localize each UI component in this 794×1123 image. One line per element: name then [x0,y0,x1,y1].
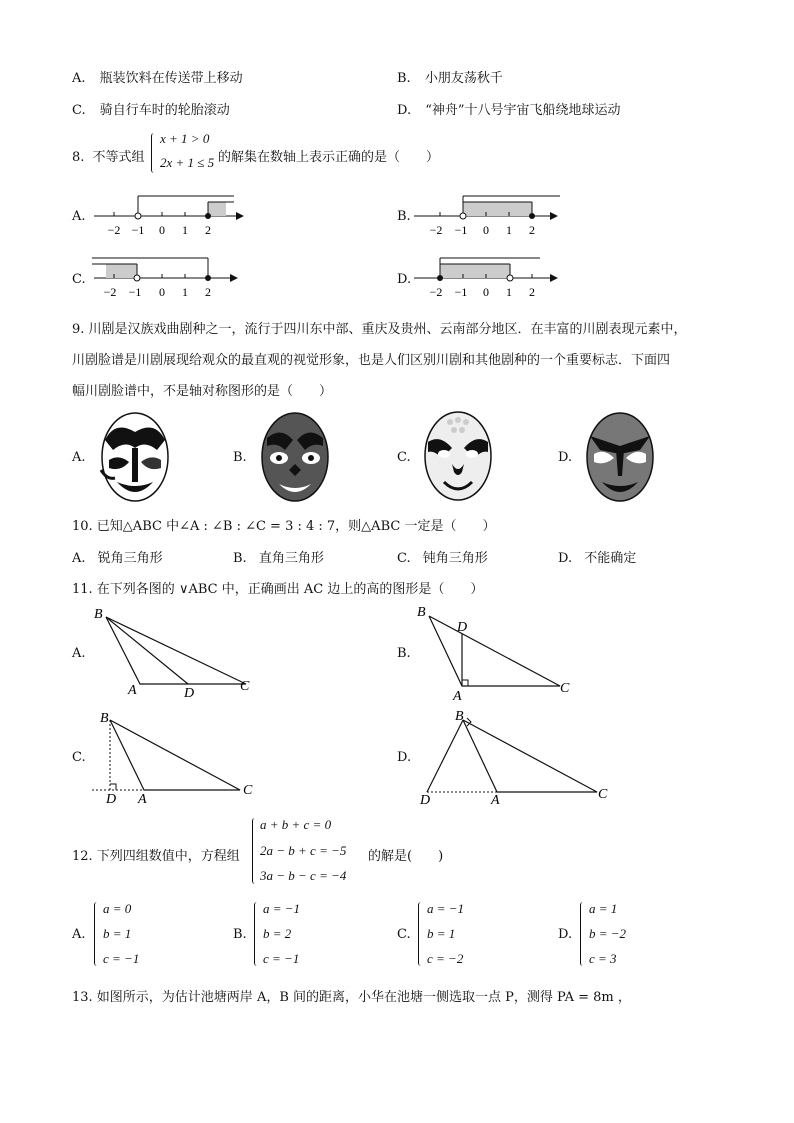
q11-option-b-letter: B. [397,646,411,661]
q12-d-line2: b = −2 [589,926,627,941]
opera-mask-d-image [580,410,660,505]
q12-option-b-brace [254,902,260,966]
q7-option-a-text: 瓶装饮料在传送带上移动 [99,71,243,86]
q9-option-b-letter: B. [233,450,247,465]
q8-c-tick-m2: −2 [103,285,117,299]
q7-option-d [397,99,621,118]
q8-d-tick-m2: −2 [429,285,443,299]
q12-option-a-brace [94,902,100,966]
q8-a-tick-1: 1 [182,223,188,237]
q10-option-d [558,547,636,566]
q10-option-c-letter: C. [397,551,411,566]
q8-c-tick-1: 1 [182,285,188,299]
q8-d-tick-1: 1 [506,285,512,299]
q12-c-line2: b = 1 [427,926,456,941]
q8-a-tick-m2: −2 [107,223,121,237]
q8-number: 8. [72,150,85,165]
q12-number: 12. 下列四组数值中，方程组 [72,849,240,864]
q8-stem-start [72,146,145,165]
opera-mask-c-image [418,408,498,505]
q11-c-label-b: B [100,711,109,726]
q13-text: 13. 如图所示，为估计池塘两岸 A，B 间的距离，小华在池塘一侧选取一点 P，测得 PA = 8m ， [72,990,631,1005]
q10-option-b [233,547,324,566]
q12-option-b-letter: B. [233,927,247,942]
q11-stem: 11. 在下列各图的 ∨ABC 中，正确画出 AC 边上的高的图形是（ ） [72,582,484,597]
q8-option-c-letter: C. [72,272,86,287]
q11-triangle-d [415,706,615,806]
q8-a-tick-m1: −1 [131,223,145,237]
q12-brace [252,818,258,884]
q12-a-line2: b = 1 [103,926,132,941]
q12-a-line3: c = −1 [103,951,140,966]
q9-option-d-letter: D. [558,450,573,465]
q7-option-d-letter: D. [397,103,412,118]
q7-option-c-letter: C. [72,103,86,118]
q12-option-d-brace [580,902,586,966]
q8-numberline-a [90,190,250,240]
q8-brace [151,133,157,173]
q12-suffix: 的解是( ) [368,849,444,864]
q11-c-label-c: C [243,783,253,798]
q8-d-tick-2: 2 [529,285,535,299]
q12-b-line1: a = −1 [263,901,301,916]
q10-option-a-letter: A. [72,551,86,566]
q10-option-b-text: 直角三角形 [258,551,324,566]
q12-b-line3: c = −1 [263,951,300,966]
q9-line1: 9. 川剧是汉族戏曲剧种之一，流行于四川东中部、重庆及贵州、云南部分地区．在丰富的川剧表现元素中， [72,322,687,337]
q8-b-tick-0: 0 [483,223,489,237]
q8-d-tick-m1: −1 [454,285,468,299]
q10-option-c-text: 钝角三角形 [422,551,488,566]
q11-b-label-c: C [560,681,570,696]
q8-suffix: 的解集在数轴上表示正确的是（ ） [218,150,440,165]
q12-option-a-letter: A. [72,927,86,942]
q12-option-c-letter: C. [397,927,411,942]
q7-option-b [397,67,503,86]
q11-d-label-a: A [491,793,500,806]
q7-option-a [72,67,243,86]
q11-a-label-b: B [94,607,103,622]
q11-option-a-letter: A. [72,646,86,661]
q11-triangle-b [415,600,585,700]
q11-d-label-b: B [455,709,464,724]
opera-mask-b-image [255,410,335,505]
q12-option-d-letter: D. [558,927,573,942]
q8-prefix: 不等式组 [92,150,145,165]
q12-option-c-brace [418,902,424,966]
q9-option-c-letter: C. [397,450,411,465]
q10-option-a [72,547,163,566]
q11-a-label-a: A [128,683,137,698]
q8-ineq1: x + 1 > 0 [160,131,210,146]
q11-d-label-c: C [598,787,608,802]
q8-c-tick-2: 2 [205,285,211,299]
q7-option-d-text: “神舟”十八号宇宙飞船绕地球运动 [425,103,621,118]
q8-ineq2: 2x + 1 ≤ 5 [160,155,215,170]
q12-eq2: 2a − b + c = −5 [260,843,347,858]
q11-a-label-d: D [184,686,195,700]
q8-d-tick-0: 0 [483,285,489,299]
q12-b-line2: b = 2 [263,926,292,941]
q8-c-tick-0: 0 [159,285,165,299]
q9-line2: 川剧脸谱是川剧展现给观众的最直观的视觉形象，也是人们区别川剧和其他剧种的一个重要标志．下面四 [72,353,671,368]
q7-option-b-letter: B. [397,71,411,86]
q8-numberline-b [410,190,570,240]
q11-a-label-c: C [240,679,250,694]
q8-a-tick-0: 0 [159,223,165,237]
q8-b-tick-m2: −2 [429,223,443,237]
opera-mask-a-image [95,410,175,505]
q8-b-tick-1: 1 [506,223,512,237]
q8-option-b-letter: B. [397,209,411,224]
q8-numberline-d [410,252,570,302]
q7-option-c [72,99,230,118]
q9-line3: 幅川剧脸谱中，不是轴对称图形的是（ ） [72,384,333,399]
q10-option-c [397,547,488,566]
q12-a-line1: a = 0 [103,901,132,916]
q10-stem: 10. 已知△ABC 中∠A : ∠B : ∠C = 3 : 4 : 7，则△ABC 一定是（ ） [72,519,496,534]
q10-option-d-text: 不能确定 [584,551,637,566]
q11-c-label-d: D [106,792,117,806]
q11-d-label-d: D [420,793,431,806]
q11-b-label-d: D [457,620,468,635]
q12-d-line3: c = 3 [589,951,617,966]
q7-option-c-text: 骑自行车时的轮胎滚动 [99,103,230,118]
q11-triangle-a [88,600,268,700]
q12-d-line1: a = 1 [589,901,618,916]
q11-c-label-a: A [138,792,147,806]
q10-option-a-text: 锐角三角形 [97,551,163,566]
q8-a-tick-2: 2 [205,223,211,237]
q12-eq3: 3a − b − c = −4 [260,868,347,883]
q11-b-label-a: A [453,689,462,700]
q9-option-a-letter: A. [72,450,86,465]
q12-c-line1: a = −1 [427,901,465,916]
q10-option-b-letter: B. [233,551,247,566]
q8-numberline-c [90,252,250,302]
q8-b-tick-2: 2 [529,223,535,237]
q11-b-label-b: B [417,605,426,620]
q10-option-d-letter: D. [558,551,573,566]
q11-option-d-letter: D. [397,750,412,765]
q8-option-a-letter: A. [72,209,86,224]
q12-c-line3: c = −2 [427,951,464,966]
q8-option-d-letter: D. [397,272,412,287]
q11-option-c-letter: C. [72,750,86,765]
q12-eq1: a + b + c = 0 [260,817,332,832]
q11-triangle-c [88,706,268,806]
q7-option-a-letter: A. [72,71,86,86]
q7-option-b-text: 小朋友荡秋千 [424,71,503,86]
q8-b-tick-m1: −1 [454,223,468,237]
q8-c-tick-m1: −1 [128,285,142,299]
